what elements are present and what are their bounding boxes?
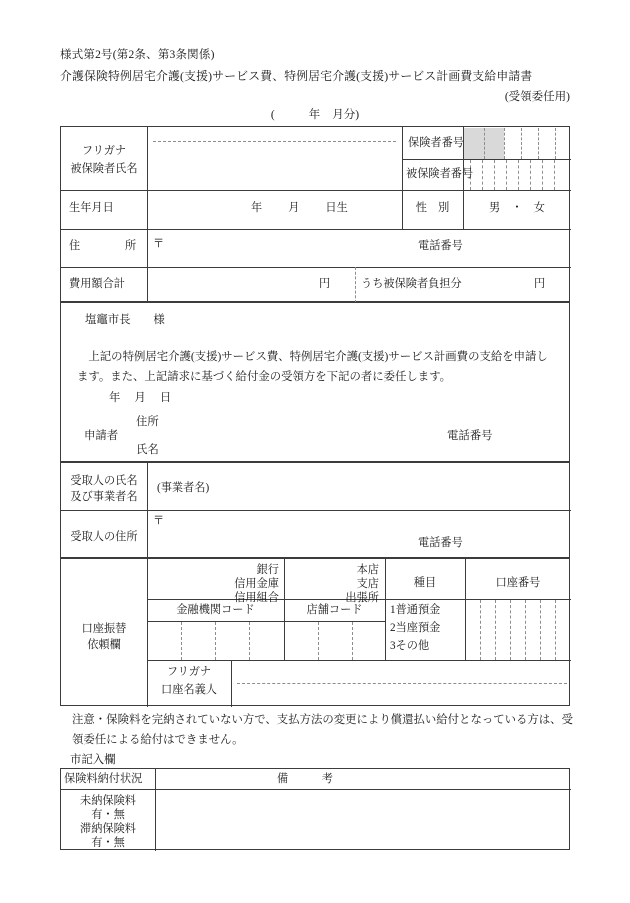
date-month-label: 月 [134,392,146,404]
city-row-3: 有・無 [91,837,125,849]
row-divider-3 [61,267,571,268]
payee-row-divider [61,510,571,511]
city-section-title: 市記入欄 [70,754,116,766]
city-header-divider [61,789,571,790]
insured-cell-div-2 [482,160,483,190]
insurer-number-divider [402,159,571,160]
applicant-address-label: 住所 [136,416,159,428]
holder-name-label: 口座名義人 [161,684,217,696]
bank-bottom-divider [147,660,571,661]
holder-furigana-label: フリガナ [166,666,212,678]
date-day-label: 日 [159,392,172,404]
payee-name-label-line1: 受取人の氏名 [70,475,138,487]
insured-cell-div-5 [518,160,519,190]
insured-cell-div-7 [542,160,543,190]
period-month-label: 月分) [332,109,360,121]
payee-table [60,462,570,558]
gender-label: 性 別 [415,202,450,214]
premium-status-header: 保険料納付状況 [64,773,143,785]
name-number-divider [402,127,403,190]
bank-section-label-line1: 口座振替 [81,623,127,635]
city-row-1: 有・無 [91,809,125,821]
insurer-cell-div-5 [555,128,556,159]
total-cost-yen: 円 [319,278,331,290]
bank-transfer-table [60,558,570,706]
insured-share-yen: 円 [534,278,546,290]
period-open-paren: ( [270,109,275,121]
period-line [0,106,630,122]
account-type-option-0: 1普通預金 [390,604,441,616]
insurer-cell-div-1 [484,128,485,159]
account-type-divider [385,599,571,600]
bank-type-1: 信用金庫 [234,578,279,590]
account-number-label: 口座番号 [495,577,541,589]
furigana-label: フリガナ [81,145,127,157]
applicant-table [60,126,570,302]
bank-code-cell-div-2 [215,622,216,660]
statement-body: 上記の特例居宅介護(支援)サービス費、特例居宅介護(支援)サービス計画費の支給を申請します。また、上記請求に基づく給付金の受領方を下記の者に委任します。 [77,351,548,383]
period-year-label: 年 [308,109,321,121]
birthdate-label: 生年月日 [69,202,114,214]
insurer-cell-div-2 [504,128,505,159]
insured-name-label: 被保険者氏名 [70,163,138,175]
birth-year-label: 年 [251,202,263,214]
address-label: 住 所 [69,240,137,252]
branch-code-label: 店舗コード [306,604,363,616]
payee-phone-label: 電話番号 [418,537,463,549]
total-cost-label: 費用額合計 [69,278,125,290]
account-type-option-2: 3その他 [390,640,430,652]
insurer-cell-div-3 [521,128,522,159]
branch-type-1: 支店 [356,578,379,590]
birthdate-fields [251,201,348,216]
holder-label-divider [231,660,232,707]
payee-postal-mark-icon: 〒 [153,515,165,527]
postal-mark-icon: 〒 [153,238,165,250]
account-number-cell-div-4 [525,600,526,660]
payee-name-label-line2: 及び事業者名 [70,491,138,503]
insured-cell-div-6 [530,160,531,190]
bank-code-cell-div-1 [181,622,182,660]
city-row-0: 未納保険料 [80,795,136,807]
branch-type-2: 出張所 [345,592,379,604]
payee-address-label: 受取人の住所 [70,531,138,543]
form-number: 様式第2号(第2条、第3条関係) [60,49,215,61]
insured-share-label: うち被保険者負担分 [361,278,462,290]
label-column-divider [147,127,148,303]
row-divider-1 [61,190,571,191]
account-type-label: 種目 [413,577,437,589]
account-number-cell-div-6 [555,600,556,660]
form-subtitle: (受領委任用) [504,91,570,103]
branch-type-divider [385,559,386,660]
phone-label: 電話番号 [418,240,463,252]
holder-writing-line [237,683,567,684]
statement-addressee: 塩竈市長 様 [85,314,165,326]
branch-code-cell-div-1 [318,622,319,660]
statement-block [60,302,570,462]
insured-cell-div-8 [554,160,555,190]
cost-split-divider [355,267,356,303]
caution-note: 注意・保険料を完納されていない方で、支払方法の変更により償還払い給付となっている方は、受領委任による給付はできません。 [72,714,573,746]
payee-label-divider [147,463,148,559]
statement-date-line [109,389,171,408]
insured-number-label: 被保険者番号 [406,168,474,180]
date-year-label: 年 [109,392,121,404]
applicant-name-label: 氏名 [136,444,159,456]
insurer-cell-div-4 [538,128,539,159]
city-record-table [60,768,570,850]
branch-type-0: 本店 [356,564,379,576]
bank-code-label: 金融機関コード [176,604,255,616]
branch-code-cell-div-2 [352,622,353,660]
account-number-cell-div-3 [510,600,511,660]
furigana-writing-line [153,141,396,142]
account-number-cell-div-5 [540,600,541,660]
account-number-cell-div-2 [495,600,496,660]
bank-type-0: 銀行 [256,564,279,576]
account-number-divider [465,559,466,660]
insured-cell-div-4 [506,160,507,190]
bank-code-cells-divider [147,621,385,622]
birth-month-label: 月 [288,202,300,214]
birth-day-label: 日生 [325,202,348,214]
city-row-2: 滞納保険料 [80,823,136,835]
bank-code-cell-div-3 [249,622,250,660]
account-number-cell-div-1 [480,600,481,660]
business-name-placeholder: (事業者名) [157,482,210,494]
applicant-phone-label: 電話番号 [447,430,493,442]
gender-options: 男 ・ 女 [489,202,545,214]
account-type-option-1: 2当座預金 [390,622,441,634]
applicant-label: 申請者 [84,430,119,442]
insurer-number-label: 保険者番号 [408,137,464,149]
bank-type-2: 信用組合 [234,592,279,604]
row-divider-2 [61,229,571,230]
insured-cell-div-3 [494,160,495,190]
page-title: 介護保険特例居宅介護(支援)サービス費、特例居宅介護(支援)サービス計画費支給申請書 [60,69,533,83]
remarks-header: 備 考 [277,773,333,785]
bank-section-label-line2: 依頼欄 [87,639,121,651]
